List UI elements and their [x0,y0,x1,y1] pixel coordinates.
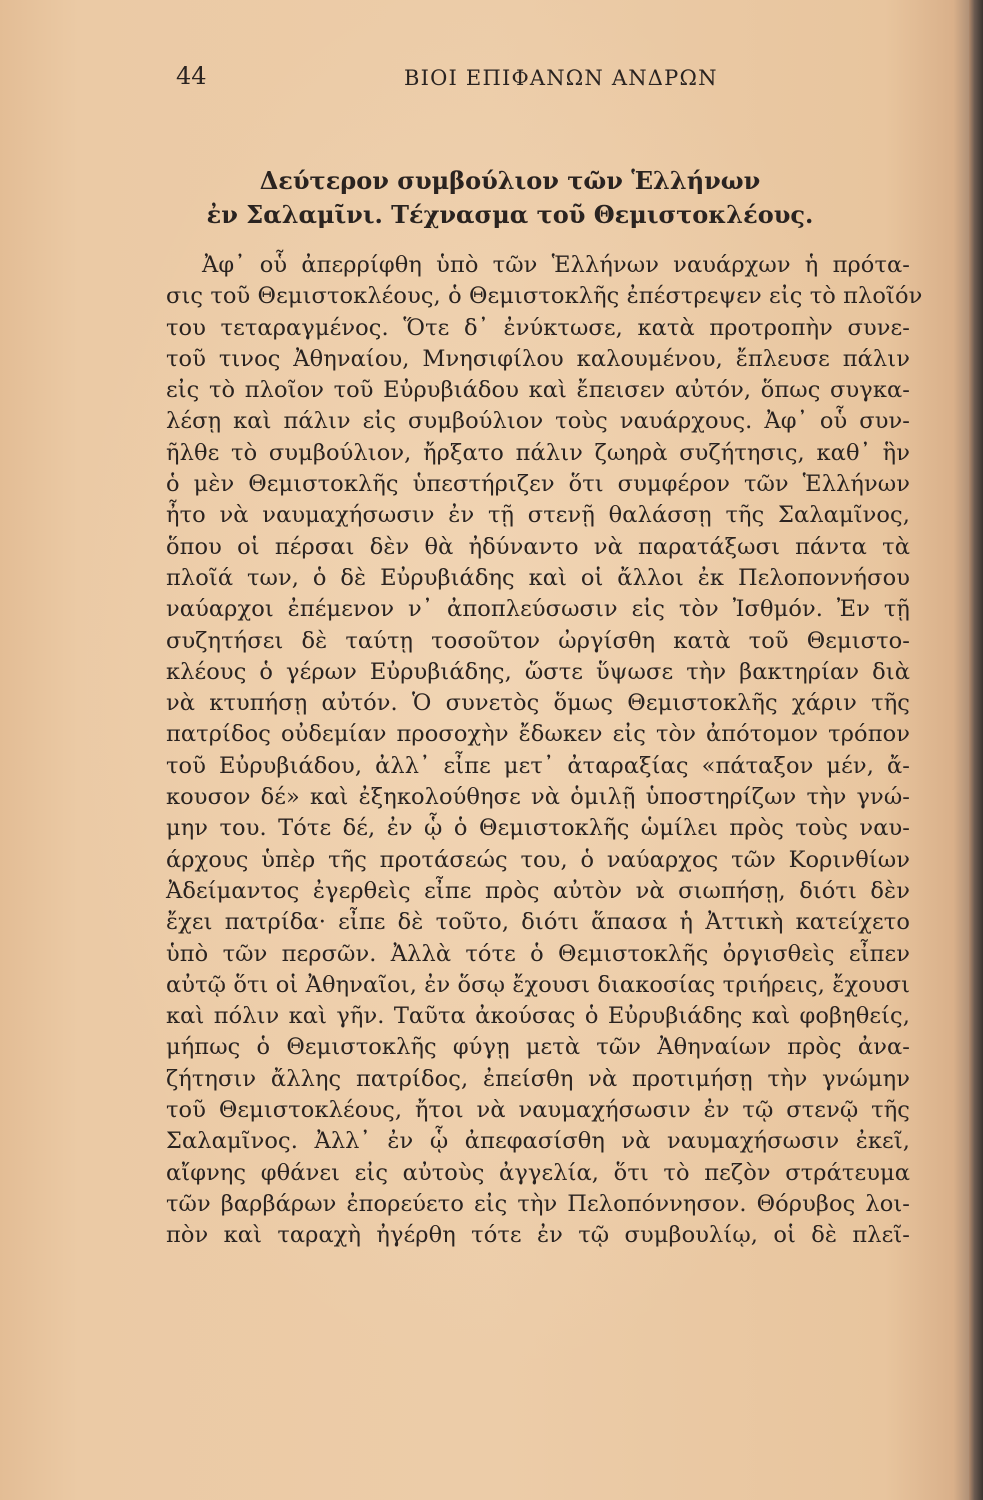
text-line: αἴφνης φθάνει εἰς αὐτοὺς ἀγγελία, ὅτι τὸ πεζὸν στράτευμα [166,1159,910,1186]
text-line: κουσον δέ» καὶ ἐξηκολούθησε νὰ ὁμιλῇ ὑποστηρίζων τὴν γνώ- [166,784,910,811]
page-number: 44 [176,62,207,90]
text-line: μήπως ὁ Θεμιστοκλῆς φύγῃ μετὰ τῶν Ἀθηναίων πρὸς ἀνα- [166,1034,910,1061]
text-line: τῶν βαρβάρων ἐπορεύετο εἰς τὴν Πελοπόννησον. Θόρυβος λοι- [166,1190,910,1217]
text-line: νὰ κτυπήσῃ αὐτόν. Ὁ συνετὸς ὅμως Θεμιστοκλῆς χάριν τῆς [166,690,910,717]
text-line: τοῦ Εὐρυβιάδου, ἀλλ᾽ εἶπε μετ᾽ ἀταραξίας «πάταξον μέν, ἄ- [166,752,910,779]
text-line: ὁ μὲν Θεμιστοκλῆς ὑπεστήριζεν ὅτι συμφέρον τῶν Ἑλλήνων [166,471,910,498]
text-line: Ἀδείμαντος ἐγερθεὶς εἶπε πρὸς αὐτὸν νὰ σιωπήσῃ, διότι δὲν [166,877,910,904]
text-line: ἔχει πατρίδα· εἶπε δὲ τοῦτο, διότι ἅπασα ἡ Ἀττικὴ κατείχετο [166,909,910,936]
running-title: ΒΙΟΙ ΕΠΙΦΑΝΩΝ ΑΝΔΡΩΝ [404,66,718,90]
section-title-line-2: ἐν Σαλαμῖνι. Τέχνασμα τοῦ Θεμιστοκλέους. [206,200,814,229]
text-line: ὅπου οἱ πέρσαι δὲν θὰ ἠδύναντο νὰ παρατάξωσι πάντα τὰ [166,533,910,560]
text-line: εἰς τὸ πλοῖον τοῦ Εὐρυβιάδου καὶ ἔπεισεν αὐτόν, ὅπως συγκα- [166,377,910,404]
text-line: Σαλαμῖνος. Ἀλλ᾽ ἐν ᾧ ἀπεφασίσθη νὰ ναυμαχήσωσιν ἐκεῖ, [166,1128,910,1155]
text-line: του τεταραγμένος. Ὅτε δ᾽ ἐνύκτωσε, κατὰ προτροπὴν συνε- [166,314,910,341]
page-edge-shadow [969,0,983,1500]
text-line: ζήτησιν ἄλλης πατρίδος, ἐπείσθη νὰ προτιμήσῃ τὴν γνώμην [166,1065,910,1092]
section-title [190,164,830,232]
text-line: ὑπὸ τῶν περσῶν. Ἀλλὰ τότε ὁ Θεμιστοκλῆς ὀργισθεὶς εἶπεν [166,940,910,967]
section-title-line-1: Δεύτερον συμβούλιον τῶν Ἑλλήνων [259,166,761,195]
text-line: τοῦ τινος Ἀθηναίου, Μνησιφίλου καλουμένου, ἔπλευσε πάλιν [166,345,910,372]
text-line: ναύαρχοι ἐπέμενον ν᾽ ἀποπλεύσωσιν εἰς τὸν Ἰσθμόν. Ἐν τῇ [166,596,910,623]
text-line: αὐτῷ ὅτι οἱ Ἀθηναῖοι, ἐν ὅσῳ ἔχουσι διακοσίας τριήρεις, ἔχουσι [166,971,910,998]
text-line: ῆλθε τὸ συμβούλιον, ἤρξατο πάλιν ζωηρὰ συζήτησις, καθ᾽ ἣν [166,439,910,466]
page-header [176,62,776,98]
text-line: κλέους ὁ γέρων Εὐρυβιάδης, ὥστε ὕψωσε τὴν βακτηρίαν διὰ [166,658,910,685]
text-line: λέσῃ καὶ πάλιν εἰς συμβούλιον τοὺς ναυάρχους. Ἀφ᾽ οὗ συν- [166,408,910,435]
text-line: άρχους ὑπὲρ τῆς προτάσεώς του, ὁ ναύαρχος τῶν Κορινθίων [166,846,910,873]
body-text [166,250,923,1252]
text-line: Ἀφ᾽ οὗ ἀπερρίφθη ὑπὸ τῶν Ἑλλήνων ναυάρχων ἡ πρότα- [202,252,910,278]
text-line: τοῦ Θεμιστοκλέους, ἤτοι νὰ ναυμαχήσωσιν ἐν τῷ στενῷ τῆς [166,1097,910,1124]
text-line: μην του. Τότε δέ, ἐν ᾧ ὁ Θεμιστοκλῆς ὡμίλει πρὸς τοὺς ναυ- [166,815,910,842]
text-line: σις τοῦ Θεμιστοκλέους, ὁ Θεμιστοκλῆς ἐπέστρεψεν εἰς τὸ πλοῖόν [166,283,923,310]
text-line: πλοῖά των, ὁ δὲ Εὐρυβιάδης καὶ οἱ ἄλλοι ἐκ Πελοποννήσου [166,564,910,591]
text-line: καὶ πόλιν καὶ γῆν. Ταῦτα ἀκούσας ὁ Εὐρυβιάδης καὶ φοβηθείς, [166,1003,910,1030]
text-line: πατρίδος οὐδεμίαν προσοχὴν ἔδωκεν εἰς τὸν ἀπότομον τρόπον [166,721,910,748]
text-line: συζητήσει δὲ ταύτῃ τοσοῦτον ὠργίσθη κατὰ τοῦ Θεμιστο- [166,627,910,654]
text-line: πὸν καὶ ταραχὴ ἠγέρθη τότε ἐν τῷ συμβουλίῳ, οἱ δὲ πλεῖ- [166,1222,910,1249]
text-line: ἦτο νὰ ναυμαχήσωσιν ἐν τῇ στενῇ θαλάσσῃ τῆς Σαλαμῖνος, [166,502,910,529]
